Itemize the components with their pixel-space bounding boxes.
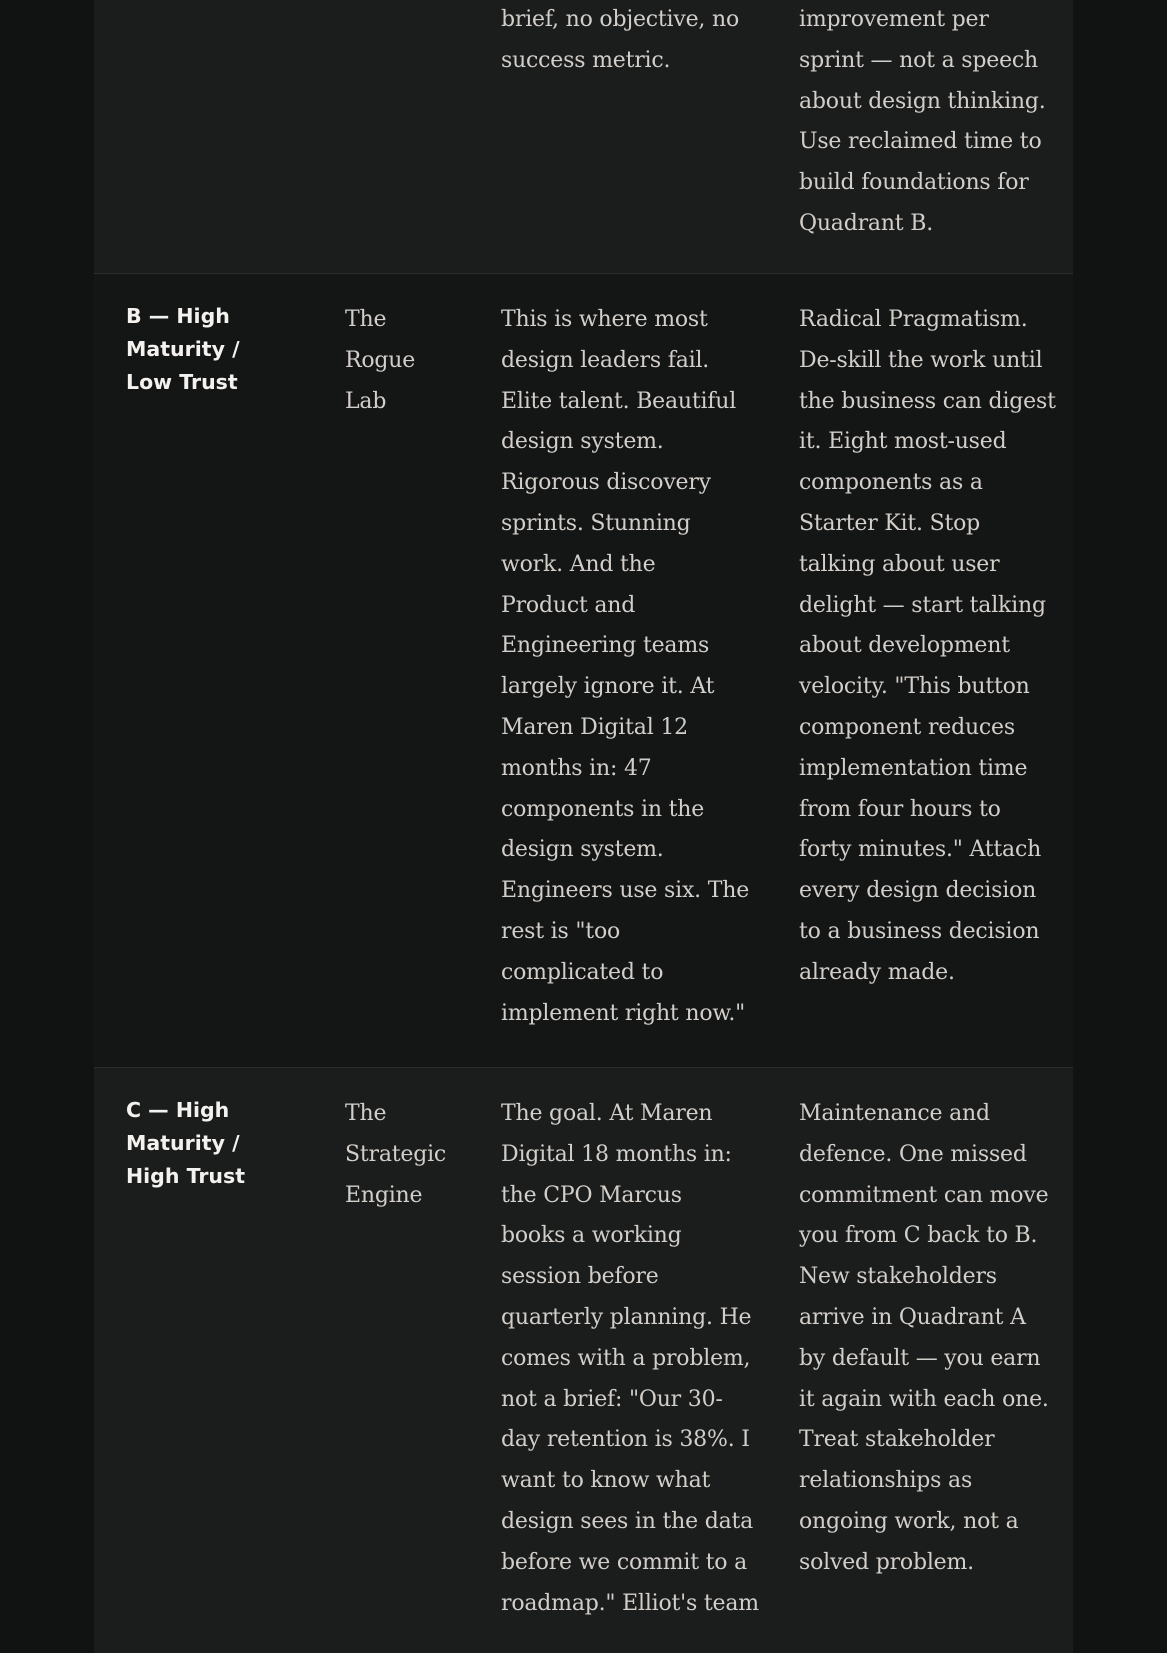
text-line: build foundations for: [799, 170, 1029, 196]
text-line: Starter Kit. Stop: [799, 510, 981, 536]
text-line: The goal. At Maren: [501, 1101, 713, 1126]
text-line: roadmap." Elliot's team: [501, 1590, 759, 1616]
text-line: High Trust: [126, 1164, 246, 1188]
text-line: Use reclaimed time to: [799, 129, 1042, 155]
text-line: components in the: [501, 796, 705, 822]
text-line: velocity. "This button: [799, 674, 1030, 700]
text-line: months in: 47: [501, 755, 652, 781]
text-line: Low Trust: [126, 370, 238, 394]
text-line: sprint — not a speech: [799, 47, 1038, 73]
text-line: from four hours to: [799, 796, 1001, 822]
text-line: Product and: [501, 592, 636, 618]
text-line: design sees in the data: [501, 1508, 754, 1534]
text-line: Rigorous discovery: [501, 470, 711, 496]
text-line: Maturity /: [126, 1131, 240, 1155]
text-line: This is where most: [501, 307, 708, 332]
text-line: solved problem.: [799, 1549, 974, 1575]
text-line: by default — you earn: [799, 1345, 1041, 1371]
text-line: Treat stakeholder: [799, 1427, 995, 1453]
text-line: relationships as: [799, 1468, 973, 1494]
text-line: C — High: [126, 1098, 230, 1122]
text-line: Maren Digital 12: [501, 714, 688, 740]
text-line: quarterly planning. He: [501, 1304, 752, 1330]
text-line: day retention is 38%. I: [501, 1427, 750, 1453]
text-line: ongoing work, not a: [799, 1508, 1019, 1534]
text-line: commitment can move: [799, 1182, 1049, 1208]
quadrant-strategy: [799, 1094, 1054, 1584]
text-line: want to know what: [501, 1468, 711, 1494]
quadrant-name: [345, 300, 475, 422]
row-a-description: [501, 0, 751, 82]
text-line: about design thinking.: [799, 88, 1046, 114]
quadrant-name: [345, 1094, 475, 1216]
text-line: success metric.: [501, 47, 671, 73]
text-line: Rogue: [345, 347, 416, 373]
text-line: the CPO Marcus: [501, 1182, 682, 1208]
text-line: complicated to: [501, 959, 664, 985]
text-line: delight — start talking: [799, 592, 1046, 618]
text-line: sprints. Stunning: [501, 510, 691, 536]
text-line: already made.: [799, 959, 955, 985]
text-line: implementation time: [799, 755, 1028, 781]
text-line: defence. One missed: [799, 1141, 1027, 1167]
text-line: components as a: [799, 470, 983, 496]
text-line: Maturity /: [126, 337, 240, 361]
text-line: B — High: [126, 304, 230, 328]
text-line: not a brief: "Our 30-: [501, 1386, 723, 1412]
text-line: Engine: [345, 1182, 423, 1208]
text-line: Lab: [345, 388, 387, 414]
text-line: Quadrant B.: [799, 210, 934, 236]
row-a-strategy: [799, 0, 1054, 245]
text-line: it again with each one.: [799, 1386, 1049, 1412]
text-line: work. And the: [501, 551, 656, 577]
text-line: brief, no objective, no: [501, 7, 740, 32]
text-line: Elite talent. Beautiful: [501, 388, 737, 414]
text-line: The: [345, 307, 387, 332]
text-line: rest is "too: [501, 918, 621, 944]
text-line: Digital 18 months in:: [501, 1141, 732, 1167]
quadrant-label: [126, 1094, 326, 1193]
text-line: Engineering teams: [501, 633, 710, 659]
text-line: comes with a problem,: [501, 1345, 751, 1371]
text-line: improvement per: [799, 7, 989, 32]
text-line: session before: [501, 1264, 659, 1290]
text-line: Maintenance and: [799, 1101, 990, 1126]
text-line: The: [345, 1101, 387, 1126]
table-row: [94, 1068, 1073, 1653]
text-line: New stakeholders: [799, 1264, 997, 1290]
table-row: [94, 274, 1073, 1067]
text-line: Engineers use six. The: [501, 878, 750, 904]
table-row: [94, 0, 1073, 274]
text-line: arrive in Quadrant A: [799, 1304, 1026, 1330]
text-line: you from C back to B.: [799, 1223, 1038, 1249]
text-line: design system.: [501, 429, 664, 455]
text-line: books a working: [501, 1223, 682, 1249]
text-line: implement right now.": [501, 1000, 746, 1026]
text-line: design leaders fail.: [501, 347, 710, 373]
text-line: forty minutes." Attach: [799, 837, 1042, 863]
text-line: talking about user: [799, 551, 1000, 577]
text-line: about development: [799, 633, 1010, 659]
text-line: De-skill the work until: [799, 347, 1043, 373]
quadrant-label: [126, 300, 326, 399]
text-line: Strategic: [345, 1141, 447, 1167]
text-line: to a business decision: [799, 918, 1040, 944]
quadrant-description: [501, 1094, 759, 1624]
text-line: before we commit to a: [501, 1549, 748, 1575]
text-line: Radical Pragmatism.: [799, 307, 1028, 332]
text-line: largely ignore it. At: [501, 674, 715, 700]
text-line: component reduces: [799, 714, 1015, 740]
text-line: design system.: [501, 837, 664, 863]
text-line: the business can digest: [799, 388, 1056, 414]
text-line: every design decision: [799, 878, 1037, 904]
quadrant-strategy: [799, 300, 1054, 994]
text-line: it. Eight most-used: [799, 429, 1007, 455]
quadrant-description: [501, 300, 751, 1034]
